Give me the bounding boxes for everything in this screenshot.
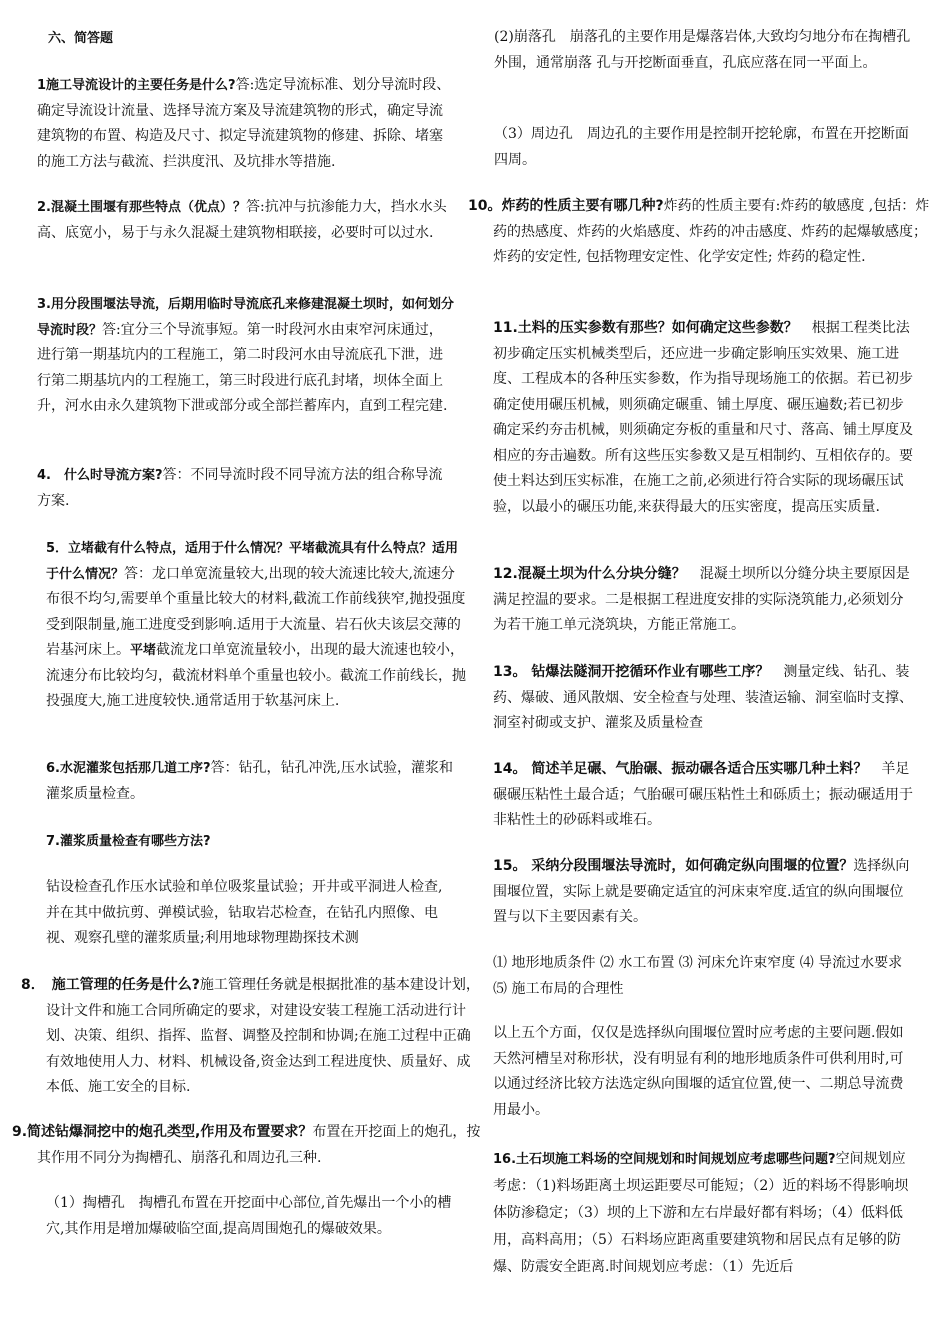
question-9-answer: 布置在开挖面上的炮孔，按其作用不同分为掏槽孔、崩落孔和周边孔三种.: [37, 1124, 481, 1166]
question-12-title: 12.混凝土坝为什么分块分缝？: [493, 566, 686, 582]
question-5-answer-part2: 截流龙口单宽流量较小，出现的最大流速也较小，流速分布比较均匀，截流材料单个重量也较小。截流工作前线长，抛投强度大,施工进度较快.通常适用于软基河床上.: [46, 642, 466, 709]
question-13-title: 13。 钻爆法隧洞开挖循环作业有哪些工序？: [493, 664, 770, 680]
question-16: [493, 1146, 913, 1281]
question-12: [493, 562, 913, 639]
question-16-title: 16.土石坝施工料场的空间规划和时间规划应考虑哪些问题?: [493, 1152, 836, 1167]
section-title: 六、简答题: [48, 31, 114, 46]
question-1: [37, 73, 455, 175]
question-2: [37, 195, 455, 246]
question-4: [37, 463, 455, 514]
question-4-title: 4. 什么时导流方案?: [37, 468, 163, 483]
question-9-point-2: (2)崩落孔 崩落孔的主要作用是爆落岩体,大致均匀地分布在掏槽孔外围，通常崩落 孔与开挖断面垂直，孔底应落在同一平面上。: [494, 29, 911, 71]
question-15-conclusion: 以上五个方面，仅仅是选择纵向围堰位置时应考虑的主要问题.假如天然河槽呈对称形状，没有明显有利的地形地质条件可供利用时,可以通过经济比较方法选定纵向围堰的适宜位置,使一、二期总导流费用最小。: [493, 1025, 904, 1118]
question-1-title: 1施工导流设计的主要任务是什么?: [37, 78, 236, 93]
question-3: [37, 292, 455, 420]
question-5-answer-part1: 答：龙口单宽流量较大,出现的较大流速比较大,流速分布很不均匀,需要单个重量比较大的材料,截流工作前线狭窄,抛投强度受到限制量,施工进度受到影响.适用于大流量、岩石伙夫该层交薄的岩基河床上。: [46, 565, 466, 658]
question-6: [46, 756, 456, 807]
question-5-bold-term: 平堵: [130, 643, 157, 658]
question-9: [12, 1120, 481, 1171]
question-11-answer: 根据工程类比法初步确定压实机械类型后，还应进一步确定影响压实效果、施工进度、工程成本的各种压实参数，作为指导现场施工的依据。若已初步确定使用碾压机械，则须确定碾重、铺土厚度、碾压遍数;若已初步确定采约夯击机械，则须确定夯板的重量和尺寸、落高、铺土厚度及相应的夯击遍数。所有这些压实参数又是互相制约、互相依存的。要使土料达到压实标准，在施工之前,必须进行符合实际的现场碾压试验，以最小的碾压功能,来获得最大的压实密度，提高压实质量.: [493, 320, 913, 515]
question-8: [21, 973, 481, 1101]
question-13: [493, 660, 913, 737]
question-14-answer: 羊足碾碾压粘性土最合适；气胎碾可碾压粘性土和砾质土；振动碾适用于非粘性土的砂砾料或堆石。: [493, 761, 913, 828]
question-10-title: 10。炸药的性质主要有哪几种?: [468, 198, 664, 214]
question-10-answer: 炸药的性质主要有:炸药的敏感度 ,包括：炸药的热感度、炸药的火焰感度、炸药的冲击感度、炸药的起爆敏感度；炸药的安定性, 包括物理安定性、化学安定性; 炸药的稳定性.: [493, 198, 930, 265]
question-2-title: 2.混凝土围堰有那些特点（优点）？: [37, 200, 246, 215]
question-2-answer: 答:抗冲与抗渗能力大，挡水水头高、底宽小，易于与永久混凝土建筑物相联接，必要时可以过水.: [37, 199, 447, 241]
question-8-answer: 施工管理任务就是根据批准的基本建设计划，设计文件和施工合同所确定的要求，对建设安装工程施工活动进行计划、决策、组织、指挥、监督、调整及控制和协调;在施工过程中正确有效地使用人力、材料、机械设备,资金达到工程进度快、质量好、成本低、施工安全的目标.: [46, 977, 480, 1095]
question-8-title: 8． 施工管理的任务是什么?: [21, 977, 200, 993]
question-10: [468, 194, 938, 271]
question-7-answer: 钻设检查孔作压水试验和单位吸浆量试验；开井或平洞进人检查,并在其中做抗剪、弹模试验，钻取岩芯检查，在钻孔内照像、电视、观察孔壁的灌浆质量;利用地球物理勘探技术测: [46, 879, 443, 946]
question-7-title: 7.灌浆质量检查有哪些方法?: [46, 834, 211, 849]
question-16-answer: 空间规划应考虑：（1)料场距离土坝运距要尽可能短；（2）近的料场不得影响坝体防渗稳定；（3）坝的上下游和左右岸最好都有料场；（4）低料低用，高料高用；（5）石料场应距离重要建筑物和居民点有足够的防爆、防震安全距离.时间规划应考虑：（1）先近后: [493, 1151, 909, 1275]
question-1-answer: 答:选定导流标准、划分导流时段、确定导流设计流量、选择导流方案及导流建筑物的形式，确定导流建筑物的布置、构造及尺寸、拟定导流建筑物的修建、拆除、堵塞的施工方法与截流、拦洪度汛、及坑排水等措施.: [37, 77, 451, 170]
question-9-point-1: （1）掏槽孔 掏槽孔布置在开挖面中心部位,首先爆出一个小的槽穴,其作用是增加爆破临空面,提高周围炮孔的爆破效果。: [46, 1195, 452, 1237]
question-15-factor-list: ⑴ 地形地质条件 ⑵ 水工布置 ⑶ 河床允许束窄度 ⑷ 导流过水要求 ⑸ 施工布局的合理性: [493, 955, 903, 997]
question-6-answer: 答：钻孔，钻孔冲洗,压水试验，灌浆和灌浆质量检查。: [46, 760, 453, 802]
question-15-answer: 选择纵向围堰位置，实际上就是要确定适宜的河床束窄度.适宜的纵向围堰位置与以下主要因素有关。: [493, 858, 910, 925]
question-3-title: 3.用分段围堰法导流，后期用临时导流底孔来修建混凝土坝时，如何划分导流时段？: [37, 297, 454, 338]
question-5-title: 5．立堵截有什么特点，适用于什么情况？平堵截流具有什么特点？适用于什么情况？: [46, 541, 459, 582]
question-13-answer: 测量定线、钻孔、装药、爆破、通风散烟、安全检查与处理、装渣运输、洞室临时支撑、洞室衬砌或支护、灌浆及质量检查: [493, 664, 913, 731]
question-4-answer: 答：不同导流时段不同导流方法的组合称导流方案.: [37, 467, 443, 509]
question-3-answer: 答:宜分三个导流事短。第一时段河水由束窄河床通过，进行第一期基坑内的工程施工，第二时段河水由导流底孔下泄，进行第二期基坑内的工程施工，第三时段进行底孔封堵，坝体全面上升，河水由永久建筑物下泄或部分或全部拦蓄库内，直到工程完建.: [37, 321, 448, 414]
question-14: [493, 757, 913, 834]
question-5: [46, 536, 466, 715]
question-9-point-3: （3）周边孔 周边孔的主要作用是控制开挖轮廓，布置在开挖断面四周。: [494, 126, 909, 168]
question-15-title: 15。 采纳分段围堰法导流时，如何确定纵向围堰的位置？: [493, 858, 854, 874]
question-14-title: 14。 简述羊足碾、气胎碾、振动碾各适合压实哪几种土料？: [493, 761, 868, 777]
question-15: [493, 854, 913, 931]
question-11: [493, 316, 913, 520]
question-11-title: 11.土料的压实参数有那些？如何确定这些参数？: [493, 320, 798, 336]
question-9-title: 9.简述钻爆洞挖中的炮孔类型,作用及布置要求？: [12, 1124, 313, 1140]
question-6-title: 6.水泥灌浆包括那几道工序?: [46, 761, 211, 776]
question-12-answer: 混凝土坝所以分缝分块主要原因是满足控温的要求。二是根据工程进度安排的实际浇筑能力,必须划分为若干施工单元浇筑块，方能正常施工。: [493, 566, 910, 633]
